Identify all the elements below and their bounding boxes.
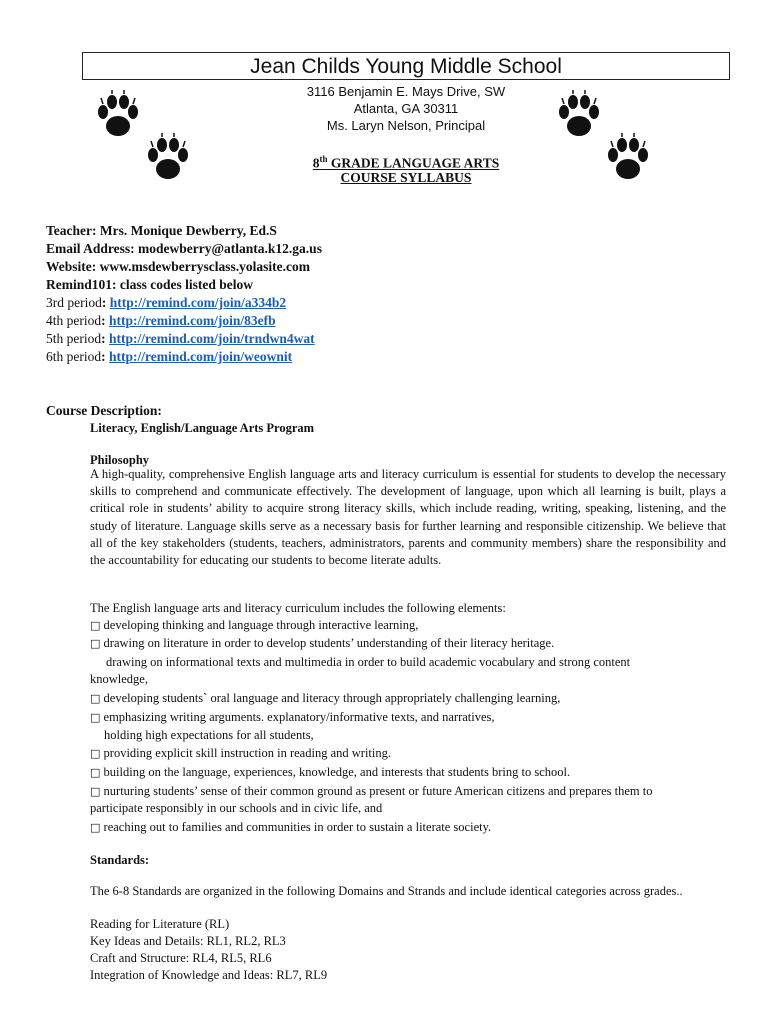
remind-link[interactable]: http://remind.com/join/83efb (109, 313, 276, 328)
period-row: 5th period: http://remind.com/join/trndwn4wat (46, 331, 315, 346)
standards-intro: The 6-8 Standards are organized in the following Domains and Strands and include identical categories across grades.. (90, 884, 683, 898)
standards-item: Key Ideas and Details: RL1, RL2, RL3 (90, 934, 286, 948)
list-item: □ developing thinking and language through interactive learning, (90, 618, 419, 632)
list-item: □ nurturing students’ sense of their common ground as present or future American citizens and prepares them to (90, 784, 653, 798)
course-title: 8th GRADE LANGUAGE ARTS (312, 154, 500, 171)
period-row: 4th period: http://remind.com/join/83efb (46, 313, 276, 328)
paw-print-icon (95, 90, 141, 140)
principal-line: Ms. Laryn Nelson, Principal (326, 118, 486, 133)
list-item: drawing on informational texts and multimedia in order to build academic vocabulary and strong content (106, 655, 631, 669)
elements-intro: The English language arts and literacy curriculum includes the following elements: (90, 601, 506, 615)
standards-item: Craft and Structure: RL4, RL5, RL6 (90, 951, 272, 965)
remind-info: Remind101: class codes listed below (46, 277, 253, 292)
teacher-email: Email Address: modewberry@atlanta.k12.ga.us (46, 241, 322, 256)
list-item: □ reaching out to families and communities in order to sustain a literate society. (90, 820, 492, 834)
teacher-website: Website: www.msdewberrysclass.yolasite.com (46, 259, 310, 274)
course-description-heading: Course Description: (46, 403, 162, 418)
remind-link[interactable]: http://remind.com/join/a334b2 (109, 295, 287, 310)
list-item-cont: knowledge, (90, 672, 148, 686)
list-item: □ developing students` oral language and literacy through appropriately challenging learning, (90, 691, 561, 705)
standards-item: Reading for Literature (RL) (90, 917, 230, 931)
philosophy-text: A high-quality, comprehensive English language arts and literacy curriculum is essential for students to develop the necessary skills to comprehend and communicate effectively. The development of language, upon which all learning is built, plays a critical role in students’ ability to acquire strong literacy skills, which include reading, writing, speaking, listening, and the study of literature. Language skills serve as a necessary basis for further learning and responsible citizenship. We believe that all of the key stakeholders (students, teachers, administrators, parents and community members) share the responsibility and the accountability for educating our students to become literate adults. (90, 467, 726, 568)
list-item: □ drawing on literature in order to develop students’ understanding of their literacy heritage. (90, 636, 555, 650)
remind-link[interactable]: http://remind.com/join/trndwn4wat (109, 331, 315, 346)
remind-link[interactable]: http://remind.com/join/weownit (109, 349, 293, 364)
address-line-1: 3116 Benjamin E. Mays Drive, SW (306, 84, 506, 99)
standards-item: Integration of Knowledge and Ideas: RL7, RL9 (90, 968, 328, 982)
course-subtitle: COURSE SYLLABUS (340, 170, 472, 185)
paw-print-icon (556, 90, 602, 140)
school-name: Jean Childs Young Middle School (250, 55, 562, 78)
list-item: □ building on the language, experiences, knowledge, and interests that students bring to school. (90, 765, 571, 779)
standards-heading: Standards: (90, 853, 150, 867)
period-row: 6th period: http://remind.com/join/weownit (46, 349, 293, 364)
philosophy-heading: Philosophy (90, 453, 150, 467)
list-item: holding high expectations for all students, (104, 728, 314, 742)
list-item: □ emphasizing writing arguments. explanatory/informative texts, and narratives, (90, 710, 495, 724)
period-row: 3rd period: http://remind.com/join/a334b2 (46, 295, 287, 310)
program-name: Literacy, English/Language Arts Program (90, 421, 315, 435)
list-item: □ providing explicit skill instruction in reading and writing. (90, 746, 391, 760)
address-line-2: Atlanta, GA 30311 (353, 101, 459, 116)
list-item-cont: participate responsibly in our schools and in civic life, and (90, 801, 383, 815)
teacher-name: Teacher: Mrs. Monique Dewberry, Ed.S (46, 223, 277, 238)
